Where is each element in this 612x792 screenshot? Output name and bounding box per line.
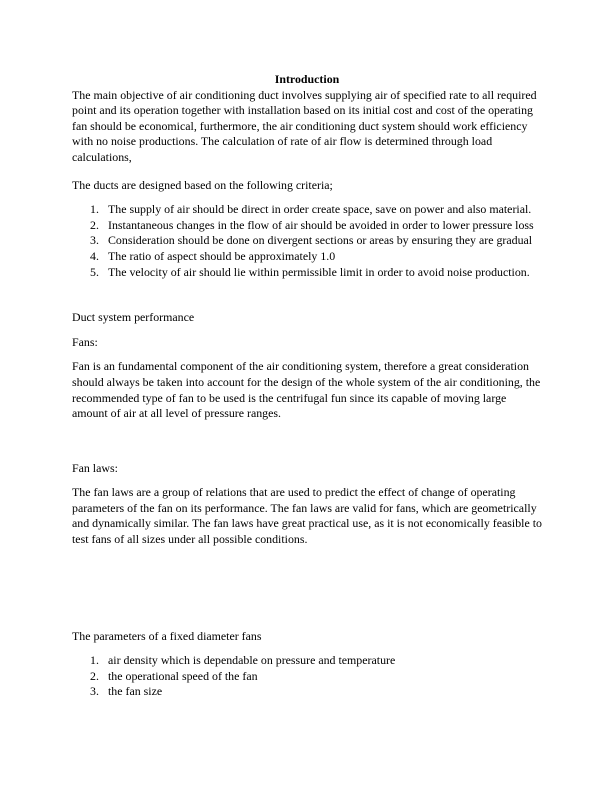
criteria-list xyxy=(72,202,542,280)
fan-laws-paragraph: The fan laws are a group of relations that are used to predict the effect of change of operating parameters of the fan on its performance. The fan laws are valid for fans, which are geometrically and dynamically similar. The fan laws have great practical use, as it is not economically feasible to test fans of all sizes under all possible conditions. xyxy=(72,485,542,547)
list-item xyxy=(72,218,542,234)
list-item xyxy=(72,249,542,265)
list-number: 1. xyxy=(90,653,99,668)
document-page xyxy=(72,72,542,700)
list-text: the operational speed of the fan xyxy=(108,668,258,683)
list-text: air density which is dependable on pressure and temperature xyxy=(108,653,396,668)
list-text: The ratio of aspect should be approximately 1.0 xyxy=(108,248,336,263)
fans-heading: Fans: xyxy=(72,334,98,349)
fans-paragraph: Fan is an fundamental component of the air conditioning system, therefore a great consideration should always be taken into account for the design of the whole system of the air conditioning, the recommended type of fan to be used is the centrifugal fun since its capable of moving large amount of air at all level of pressure ranges. xyxy=(72,359,541,421)
parameters-list xyxy=(72,653,542,700)
spacer xyxy=(72,557,542,629)
list-text: Consideration should be done on divergent sections or areas by ensuring they are gradual xyxy=(108,233,533,248)
list-item xyxy=(72,265,542,281)
list-item xyxy=(72,684,542,700)
list-item xyxy=(72,202,542,218)
spacer xyxy=(72,431,542,461)
list-number: 4. xyxy=(90,248,99,263)
list-number: 5. xyxy=(90,264,99,279)
list-text: Instantaneous changes in the flow of air should be avoided in order to lower pressure loss xyxy=(108,217,534,232)
list-text: The velocity of air should lie within permissible limit in order to avoid noise production. xyxy=(108,264,530,279)
fan-laws-heading: Fan laws: xyxy=(72,460,118,475)
list-item xyxy=(72,669,542,685)
list-item xyxy=(72,233,542,249)
list-number: 3. xyxy=(90,684,99,699)
list-text: the fan size xyxy=(108,684,163,699)
list-item xyxy=(72,653,542,669)
intro-paragraph: The main objective of air conditioning duct involves supplying air of specified rate to all required point and its operation together with installation based on its initial cost and cost of the operating fan should be economical, furthermore, the air conditioning duct system should work efficiency with no noise productions. The calculation of rate of air flow is determined through load calculations, xyxy=(72,87,537,164)
list-number: 2. xyxy=(90,668,99,683)
spacer xyxy=(72,280,542,310)
list-number: 2. xyxy=(90,217,99,232)
list-number: 3. xyxy=(90,233,99,248)
list-number: 1. xyxy=(90,202,99,217)
list-text: The supply of air should be direct in order create space, save on power and also material. xyxy=(108,202,532,217)
criteria-intro: The ducts are designed based on the following criteria; xyxy=(72,177,333,192)
duct-performance-heading: Duct system performance xyxy=(72,310,195,325)
parameters-heading: The parameters of a fixed diameter fans xyxy=(72,628,262,643)
page-title: Introduction xyxy=(274,72,340,86)
